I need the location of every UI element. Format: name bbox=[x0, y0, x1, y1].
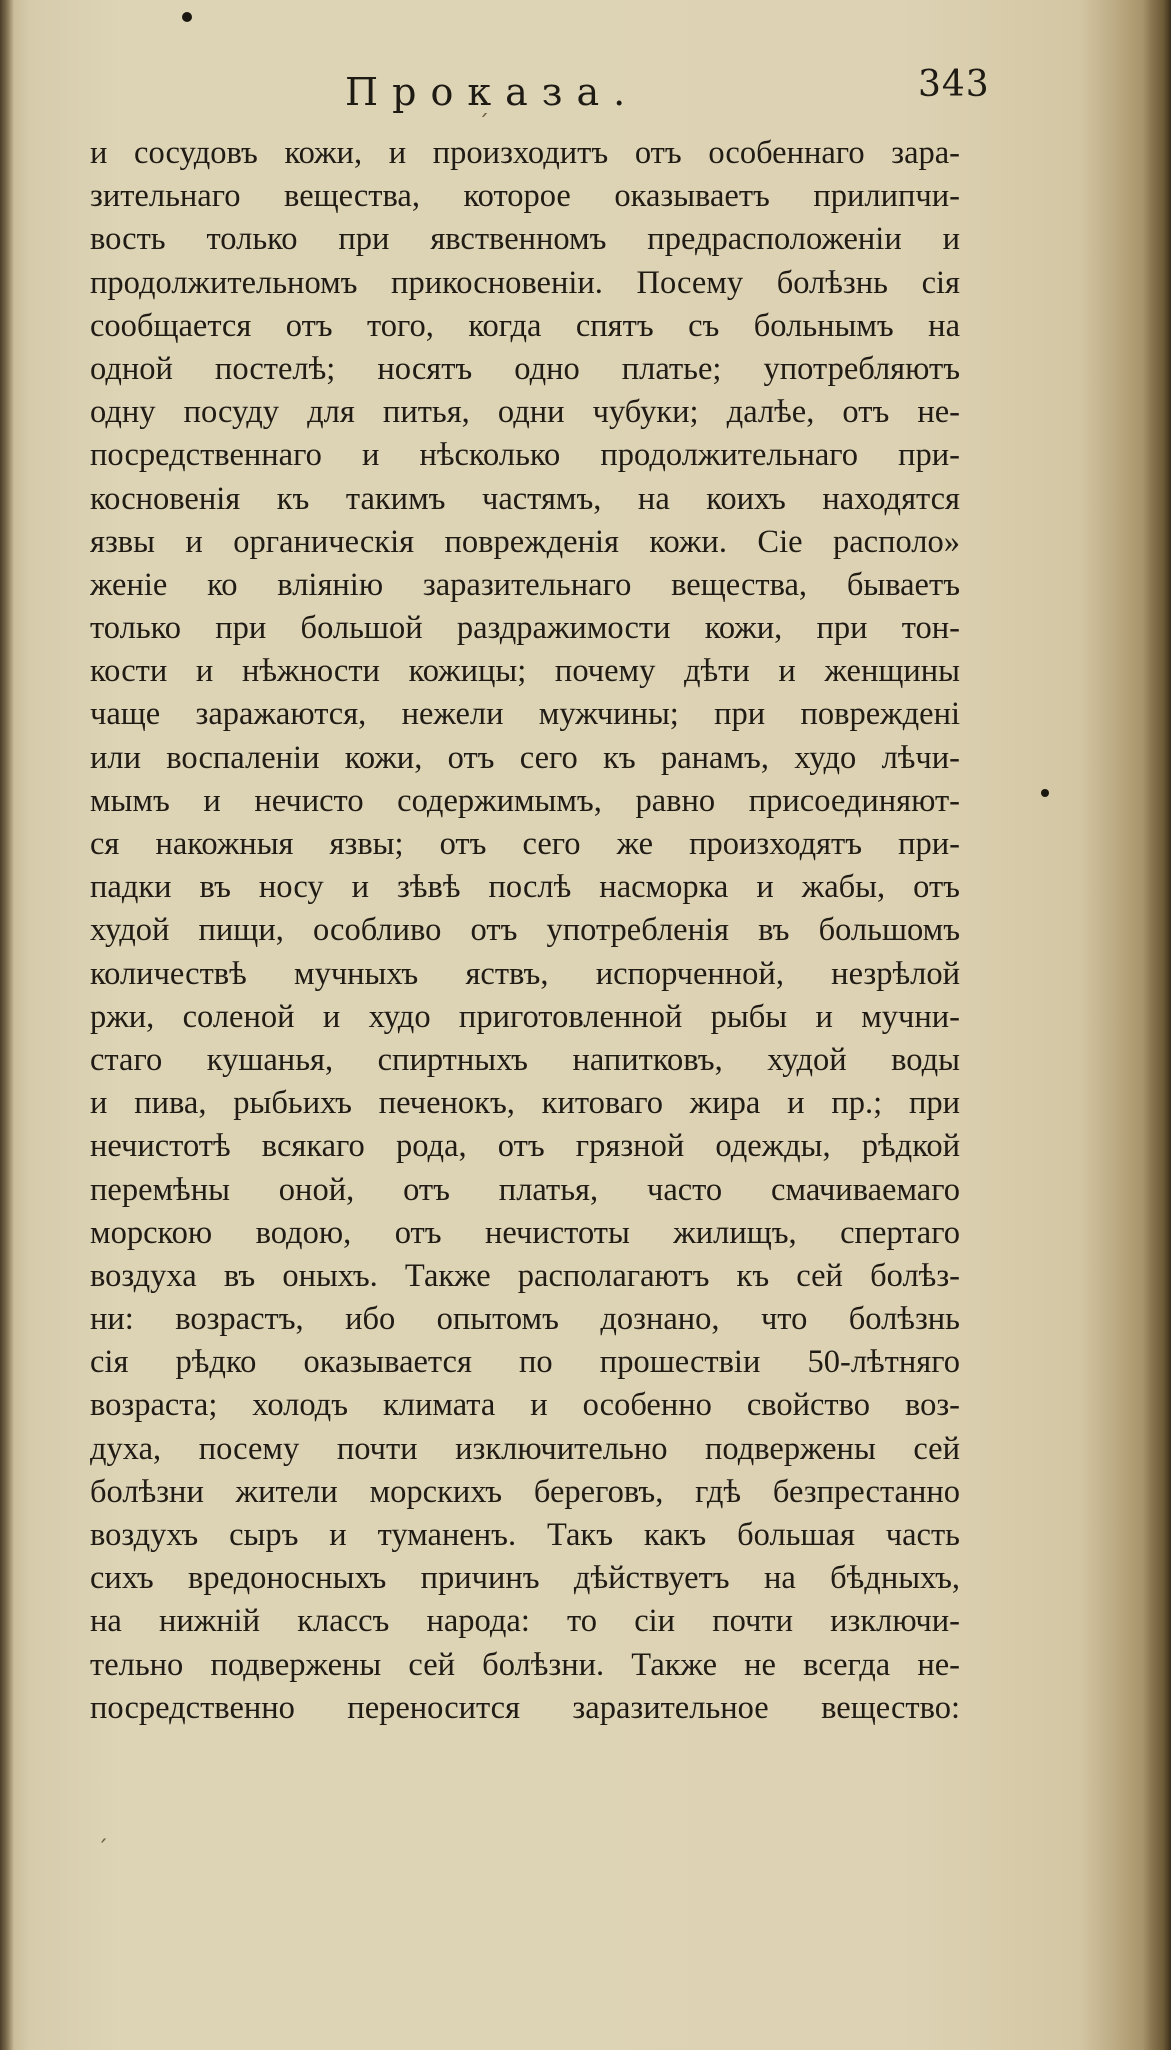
text-line: посредственно переносится заразительное вещество: bbox=[90, 1689, 960, 1726]
text-line: духа, посему почти изключительно подвержены сей bbox=[90, 1430, 960, 1467]
text-line: только при большой раздражимости кожи, при тон- bbox=[90, 610, 960, 647]
text-line: одной постелѣ; носятъ одно платье; употребляютъ bbox=[90, 350, 960, 387]
text-line: на нижній классъ народа: то сіи почти изключи- bbox=[90, 1603, 960, 1640]
text-line: падки въ носу и зѣвѣ послѣ насморка и жабы, отъ bbox=[90, 869, 960, 906]
ink-spot bbox=[1041, 789, 1049, 797]
text-line: болѣзни жители морскихъ береговъ, гдѣ безпрестанно bbox=[90, 1473, 960, 1510]
text-line: женіе ко вліянію заразительнаго вещества, бываетъ bbox=[90, 566, 960, 603]
text-line: или воспаленіи кожи, отъ сего къ ранамъ, худо лѣчи- bbox=[90, 739, 960, 776]
text-line: вость только при явственномъ предрасположеніи и bbox=[90, 221, 960, 258]
ink-spot bbox=[182, 12, 192, 22]
text-line: нечистотѣ всякаго рода, отъ грязной одежды, рѣдкой bbox=[90, 1128, 960, 1165]
text-line: посредственнаго и нѣсколько продолжительнаго при- bbox=[90, 437, 960, 474]
text-line: язвы и органическія поврежденія кожи. Сіе располо» bbox=[90, 523, 960, 560]
text-line: воздуха въ оныхъ. Также располагаютъ къ сей болѣз- bbox=[90, 1257, 960, 1294]
text-line: и сосудовъ кожи, и произходитъ отъ особеннаго зара- bbox=[90, 135, 960, 171]
page-edge bbox=[1143, 0, 1171, 2050]
text-line: морскою водою, отъ нечистоты жилищъ, спертаго bbox=[90, 1214, 960, 1251]
body-text bbox=[90, 132, 960, 1730]
text-line: воздухъ сыръ и туманенъ. Такъ какъ большая часть bbox=[90, 1517, 960, 1553]
text-line: ся накожныя язвы; отъ сего же произходятъ при- bbox=[90, 826, 960, 862]
text-line: и пива, рыбьихъ печенокъ, китоваго жира и пр.; при bbox=[90, 1085, 960, 1122]
text-line: худой пищи, особливо отъ употребленія въ большомъ bbox=[90, 912, 960, 949]
text-line: чаще заражаются, нежели мужчины; при повреждені bbox=[90, 696, 960, 733]
text-line: ржи, соленой и худо приготовленной рыбы и мучни- bbox=[90, 998, 960, 1035]
text-line: тельно подвержены сей болѣзни. Также не всегда не- bbox=[90, 1646, 960, 1683]
text-line: сія рѣдко оказывается по прошествіи 50-лѣтняго bbox=[90, 1344, 960, 1381]
text-line: стаго кушанья, спиртныхъ напитковъ, худой воды bbox=[90, 1041, 960, 1078]
text-line: сообщается отъ того, когда спятъ съ больнымъ на bbox=[90, 307, 960, 344]
text-line: продолжительномъ прикосновеніи. Посему болѣзнь сія bbox=[90, 264, 960, 301]
text-line: ни: возрастъ, ибо опытомъ дознано, что болѣзнь bbox=[90, 1301, 960, 1338]
text-line: одну посуду для питья, одни чубуки; далѣе, отъ не- bbox=[90, 394, 960, 431]
page-number: 343 bbox=[918, 64, 990, 105]
text-line: сихъ вредоносныхъ причинъ дѣйствуетъ на бѣдныхъ, bbox=[90, 1560, 960, 1597]
text-line: количествѣ мучныхъ яствъ, испорченной, незрѣлой bbox=[90, 955, 960, 992]
page-header bbox=[0, 64, 1171, 130]
stray-mark: ˏ bbox=[97, 1818, 108, 1843]
text-line: перемѣны оной, отъ платья, часто смачиваемаго bbox=[90, 1171, 960, 1208]
spine-shadow bbox=[0, 0, 14, 2050]
stray-mark: ˊ bbox=[478, 112, 489, 137]
text-line: возраста; холодъ климата и особенно свойство воз- bbox=[90, 1387, 960, 1424]
text-line: косновенія къ такимъ частямъ, на коихъ находятся bbox=[90, 480, 960, 517]
text-line: зительнаго вещества, которое оказываетъ прилипчи- bbox=[90, 178, 960, 215]
running-title: Проказа. bbox=[345, 70, 640, 114]
text-line: кости и нѣжности кожицы; почему дѣти и женщины bbox=[90, 653, 960, 690]
text-line: мымъ и нечисто содержимымъ, равно присоединяют- bbox=[90, 782, 960, 819]
